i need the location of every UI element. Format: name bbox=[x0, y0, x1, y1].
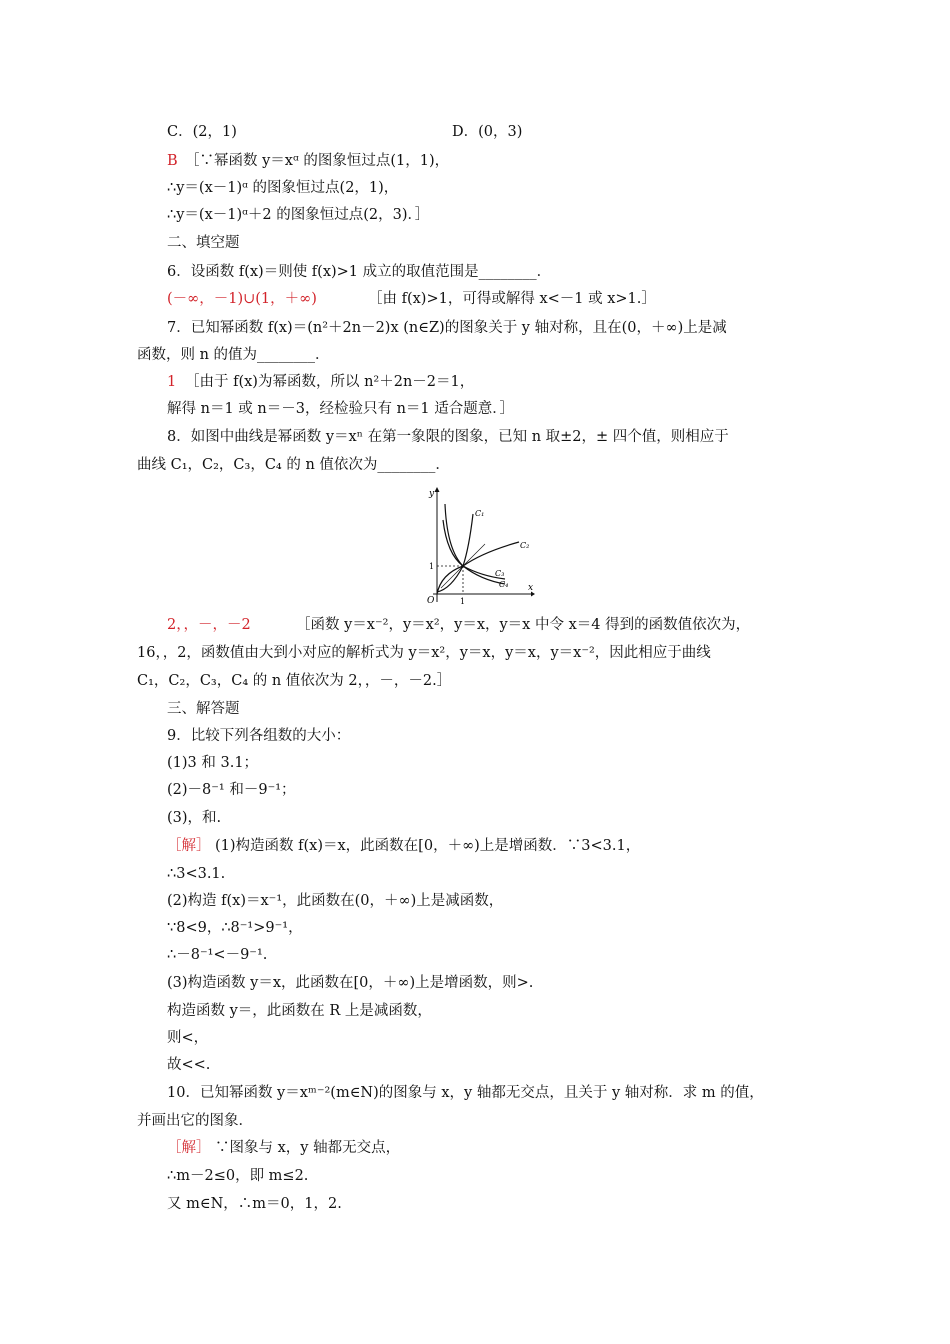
y-axis-label: y bbox=[429, 489, 435, 499]
solution-9-line6: (3)构造函数 y＝x，此函数在[0，＋∞)上是增函数，则>. bbox=[167, 975, 534, 991]
section-heading-solve: 三、解答题 bbox=[167, 701, 240, 717]
option-c: C．(2，1) bbox=[167, 124, 237, 140]
question-10-line2: 并画出它的图象． bbox=[137, 1113, 253, 1129]
question-9-part1: (1)3 和 3.1； bbox=[167, 755, 259, 771]
solution-10-line1: ∵图象与 x，y 轴都无交点， bbox=[215, 1140, 401, 1156]
y-axis-arrow-icon bbox=[435, 487, 440, 492]
reference-line bbox=[441, 544, 485, 588]
answer-5: B bbox=[167, 153, 178, 169]
answer-6: (－∞，－1)∪(1，＋∞) bbox=[167, 291, 317, 307]
answer-8: 2，，－，－2 bbox=[167, 617, 251, 633]
question-8-line2: 曲线 C₁，C₂，C₃，C₄ 的 n 值依次为________． bbox=[137, 457, 450, 473]
explanation-7-line2: 解得 n＝1 或 n＝－3，经检验只有 n＝1 适合题意．］ bbox=[167, 401, 514, 417]
x-tick-label: 1 bbox=[460, 597, 466, 606]
question-7-line2: 函数，则 n 的值为________． bbox=[137, 347, 330, 363]
y-tick-label: 1 bbox=[429, 562, 435, 571]
question-8-line1: 8．如图中曲线是幂函数 y＝xⁿ 在第一象限的图象，已知 n 取±2，± 四个值，则相应于 bbox=[167, 429, 729, 445]
curve-c2-label: C₂ bbox=[520, 541, 530, 550]
explanation-5-line1: ［∵幂函数 y＝xᵅ 的图象恒过点(1，1)， bbox=[185, 153, 450, 169]
question-6: 6．设函数 f(x)＝则使 f(x)>1 成立的取值范围是________． bbox=[167, 264, 552, 280]
curve-c3-label: C₃ bbox=[495, 569, 505, 578]
solution-label-10: ［解］ bbox=[167, 1140, 211, 1156]
power-function-figure bbox=[425, 484, 535, 606]
section-heading-fill: 二、填空题 bbox=[167, 235, 240, 251]
solution-9-line4: ∵8<9，∴8⁻¹>9⁻¹， bbox=[167, 920, 303, 936]
solution-9-line7: 构造函数 y＝，此函数在 R 上是减函数， bbox=[167, 1003, 432, 1019]
solution-10-line3: 又 m∈N，∴m＝0，1，2. bbox=[167, 1196, 342, 1212]
question-10-line1: 10．已知幂函数 y＝xᵐ⁻²(m∈N)的图象与 x，y 轴都无交点，且关于 y 轴对称．求 m 的值， bbox=[167, 1085, 764, 1101]
curve-c4-label: C₄ bbox=[499, 580, 509, 589]
option-d: D．(0，3) bbox=[452, 124, 523, 140]
question-9-part3: (3)，和. bbox=[167, 810, 222, 826]
explanation-8-line3: C₁，C₂，C₃，C₄ 的 n 值依次为 2，，－，－2.］ bbox=[137, 673, 452, 689]
question-9: 9．比较下列各组数的大小： bbox=[167, 728, 351, 744]
solution-9-line3: (2)构造 f(x)＝x⁻¹，此函数在(0，＋∞)上是减函数， bbox=[167, 893, 504, 909]
solution-9-line2: ∴3<3.1. bbox=[167, 866, 226, 882]
curve-c1-label: C₁ bbox=[475, 509, 485, 518]
solution-10-line2: ∴m－2≤0，即 m≤2. bbox=[167, 1168, 309, 1184]
explanation-6: ［由 f(x)>1，可得或解得 x<－1 或 x>1.］ bbox=[368, 291, 656, 307]
question-7-line1: 7．已知幂函数 f(x)＝(n²＋2n－2)x (n∈Z)的图象关于 y 轴对称，且在(0，＋∞)上是减 bbox=[167, 320, 727, 336]
solution-9-line5: ∴－8⁻¹<－9⁻¹. bbox=[167, 947, 268, 963]
solution-9-line8: 则<， bbox=[167, 1030, 209, 1046]
solution-9-line9: 故<<. bbox=[167, 1057, 211, 1073]
origin-label: O bbox=[427, 596, 435, 606]
solution-label-9: ［解］ bbox=[167, 838, 211, 854]
explanation-8-line1: ［函数 y＝x⁻²，y＝x²，y＝x，y＝x 中令 x＝4 得到的函数值依次为， bbox=[296, 617, 751, 633]
explanation-5-line3: ∴y＝(x－1)ᵅ＋2 的图象恒过点(2，3)．］ bbox=[167, 207, 430, 223]
answer-7: 1 bbox=[167, 374, 177, 390]
explanation-7-line1: ［由于 f(x)为幂函数，所以 n²＋2n－2＝1， bbox=[185, 374, 475, 390]
solution-9-line1: (1)构造函数 f(x)＝x，此函数在[0，＋∞)上是增函数．∵3<3.1， bbox=[215, 838, 641, 854]
explanation-5-line2: ∴y＝(x－1)ᵅ 的图象恒过点(2，1)， bbox=[167, 180, 399, 196]
x-axis-label: x bbox=[528, 583, 534, 593]
question-9-part2: (2)－8⁻¹ 和－9⁻¹； bbox=[167, 782, 296, 798]
explanation-8-line2: 16，，2，函数值由大到小对应的解析式为 y＝x²，y＝x，y＝x，y＝x⁻²，因此相应于曲线 bbox=[137, 645, 711, 661]
